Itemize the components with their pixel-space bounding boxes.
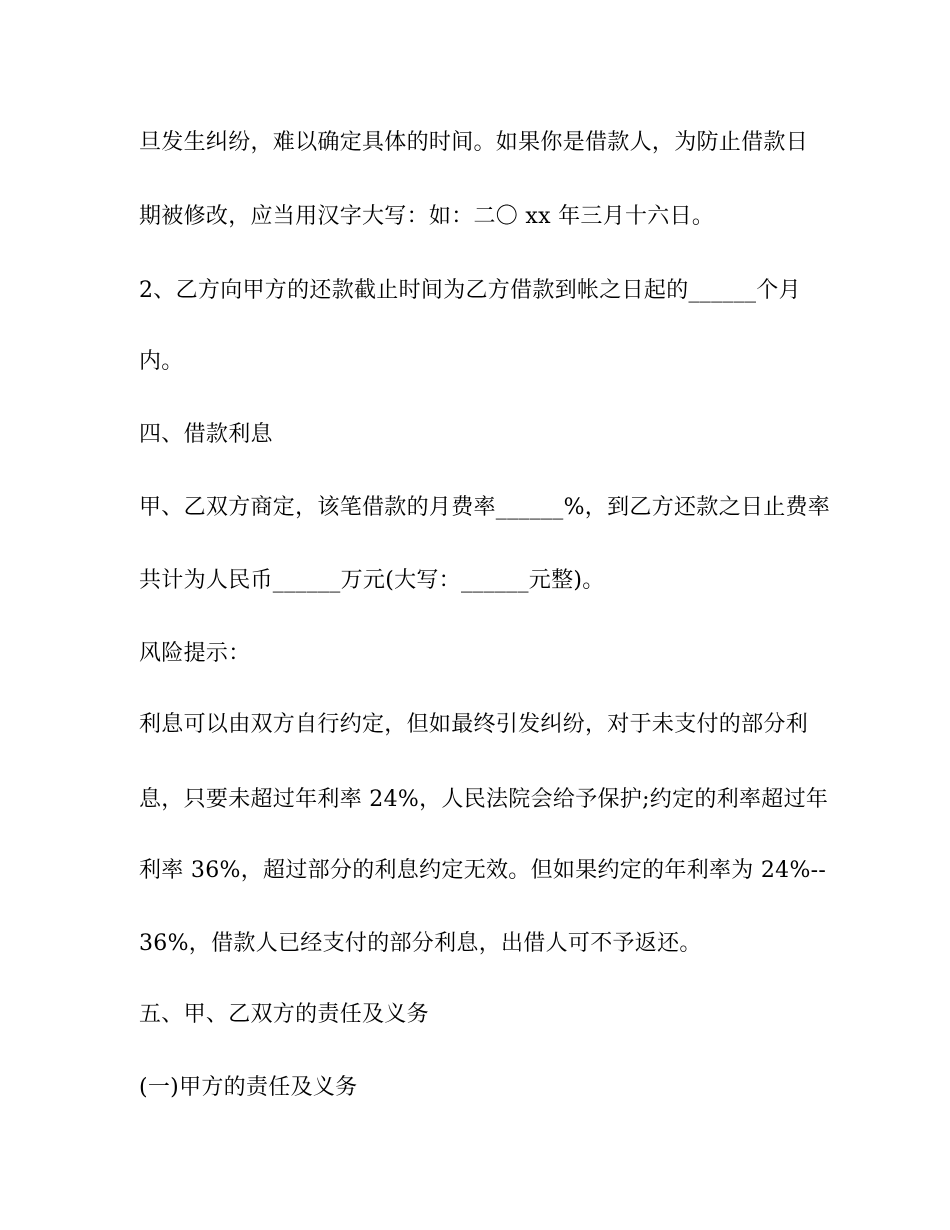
text-line: 2、乙方向甲方的还款截止时间为乙方借款到帐之日起的______个月 xyxy=(139,278,801,303)
text-line: 36%，借款人已经支付的部分利息，出借人可不予返还。 xyxy=(139,931,702,956)
text-line: 甲、乙双方商定，该笔借款的月费率______%，到乙方还款之日止费率 xyxy=(139,495,831,520)
section-heading: 四、借款利息 xyxy=(139,422,273,447)
text-line: 内。 xyxy=(139,349,184,374)
text-line: 息，只要未超过年利率 24%，人民法院会给予保护;约定的利率超过年 xyxy=(139,787,829,812)
text-line: 利率 36%，超过部分的利息约定无效。但如果约定的年利率为 24%-- xyxy=(139,858,827,883)
subsection-heading: (一)甲方的责任及义务 xyxy=(139,1075,358,1100)
section-heading: 五、甲、乙双方的责任及义务 xyxy=(139,1002,429,1027)
text-line: 共计为人民币______万元(大写：______元整)。 xyxy=(139,568,605,593)
text-line: 期被修改，应当用汉字大写：如：二〇 xx 年三月十六日。 xyxy=(139,204,715,229)
text-line: 旦发生纠纷，难以确定具体的时间。如果你是借款人，为防止借款日 xyxy=(139,130,809,155)
text-line: 利息可以由双方自行约定，但如最终引发纠纷，对于未支付的部分利 xyxy=(139,712,809,737)
risk-note-heading: 风险提示： xyxy=(139,641,251,666)
